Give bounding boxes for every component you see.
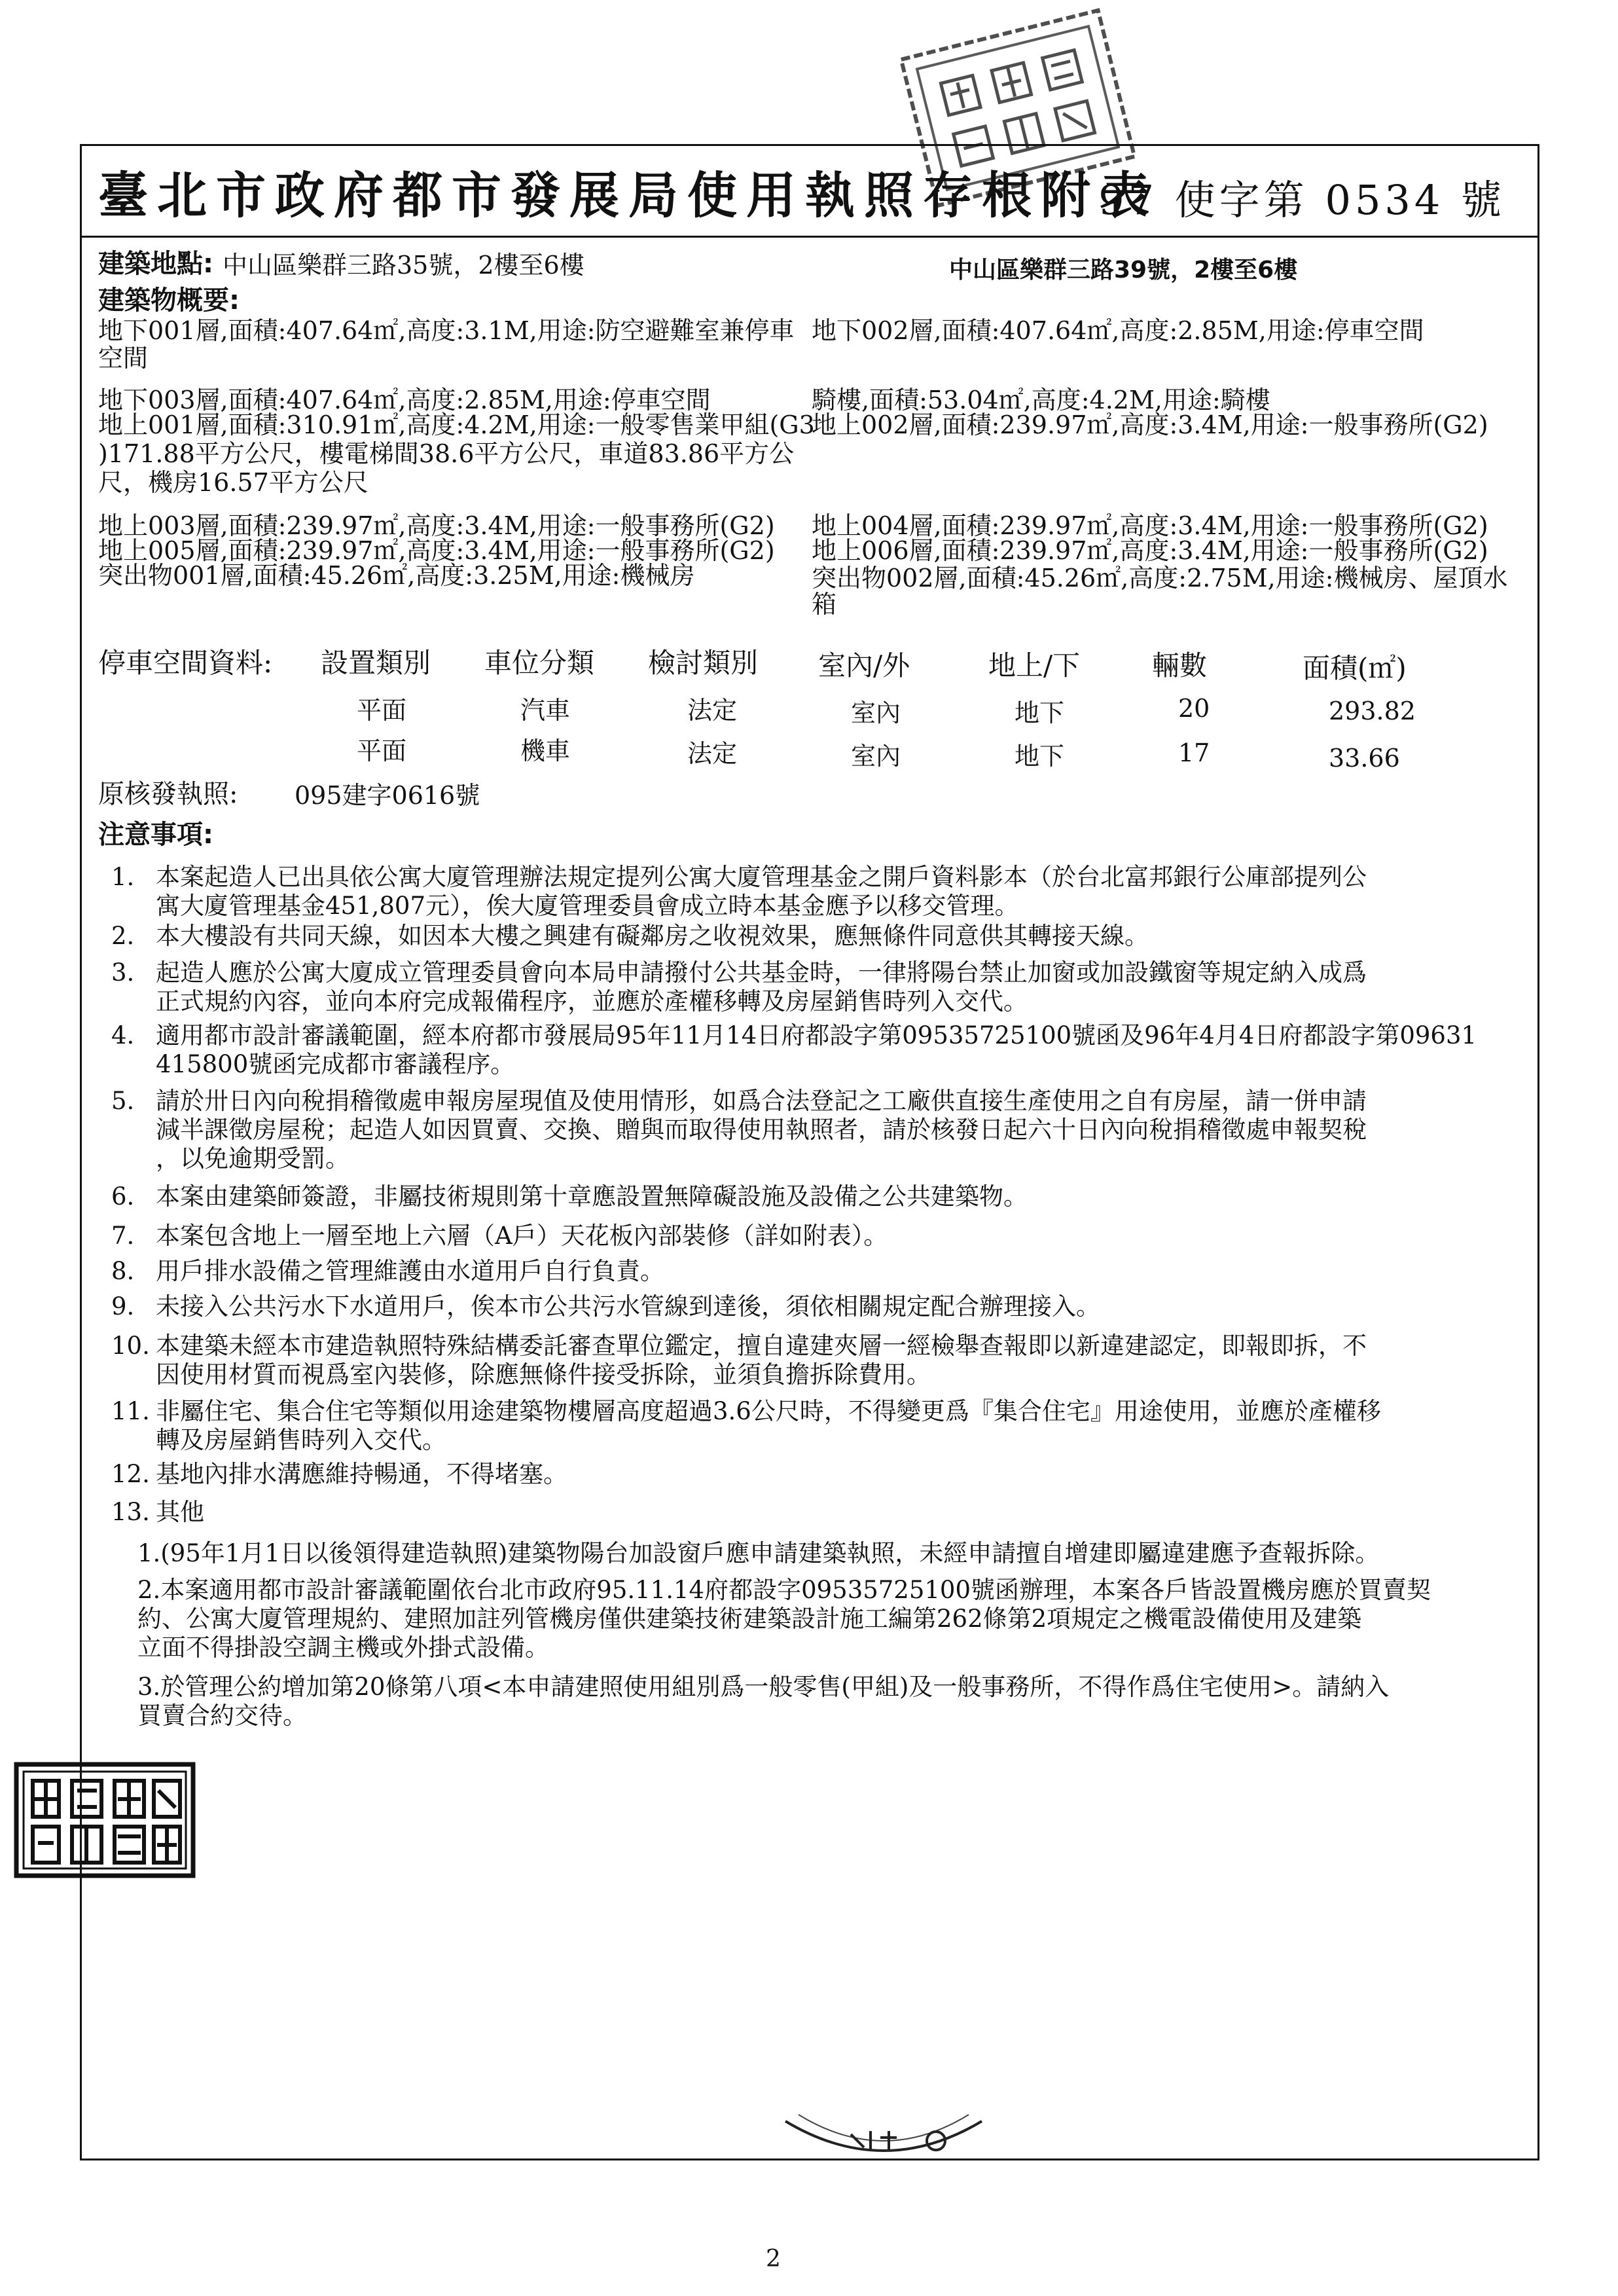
note-number: 3. bbox=[111, 958, 135, 987]
parking-cell: 地下 bbox=[1015, 742, 1065, 771]
note-line: 因使用材質而視爲室內裝修，除應無條件接受拆除，並須負擔拆除費用。 bbox=[156, 1360, 931, 1389]
note-number: 13. bbox=[111, 1498, 150, 1526]
note-line: 起造人應於公寓大廈成立管理委員會向本局申請撥付公共基金時，一律將陽台禁止加窗或加設鐵窗等規定納入成爲 bbox=[156, 958, 1367, 987]
overview-right-line: 地上002層,面積:239.97㎡,高度:3.4M,用途:一般事務所(G2) bbox=[812, 410, 1488, 439]
note-number: 2. bbox=[111, 922, 135, 950]
parking-header-cell: 室內/外 bbox=[818, 649, 910, 682]
permit-number: 97 使字第 0534 號 bbox=[1098, 176, 1505, 224]
note-number: 8. bbox=[111, 1257, 135, 1285]
overview-left-line: 空間 bbox=[98, 344, 149, 373]
note-line: 用戶排水設備之管理維護由水道用戶自行負責。 bbox=[156, 1257, 664, 1285]
parking-cell: 20 bbox=[1178, 694, 1210, 723]
parking-cell: 地下 bbox=[1015, 699, 1065, 727]
parking-label: 停車空間資料: bbox=[98, 647, 273, 679]
parking-header-cell: 設置類別 bbox=[321, 647, 431, 679]
overview-right-line: 地上004層,面積:239.97㎡,高度:3.4M,用途:一般事務所(G2) bbox=[812, 511, 1488, 540]
site-label: 建築地點: bbox=[98, 249, 213, 279]
site-address-1: 中山區樂群三路35號，2樓至6樓 bbox=[223, 251, 584, 280]
overview-right-line: 地下002層,面積:407.64㎡,高度:2.85M,用途:停車空間 bbox=[812, 316, 1424, 345]
original-permit-label: 原核發執照: bbox=[98, 779, 238, 809]
note-number: 10. bbox=[111, 1332, 150, 1360]
note-line: 本案起造人已出具依公寓大廈管理辦法規定提列公寓大廈管理基金之開戶資料影本（於台北富邦銀行公庫部提列公 bbox=[156, 863, 1367, 891]
overview-label: 建築物概要: bbox=[98, 285, 240, 316]
note-number: 11. bbox=[111, 1397, 150, 1425]
list-item: 買賣合約交待。 bbox=[137, 1702, 307, 1730]
note-line: 本案由建築師簽證，非屬技術規則第十章應設置無障礙設施及設備之公共建築物。 bbox=[156, 1182, 1028, 1211]
list-item: 2.本案適用都市設計審議範圍依台北市政府95.11.14府都設字09535725100號函辦理，本案各戶皆設置機房應於買賣契 bbox=[137, 1576, 1431, 1604]
parking-cell: 室內 bbox=[851, 742, 901, 771]
overview-right-line: 箱 bbox=[812, 590, 837, 619]
note-line: 本案包含地上一層至地上六層（A戶）天花板內部裝修（詳如附表）。 bbox=[156, 1222, 888, 1250]
parking-header-cell: 面積(㎡) bbox=[1303, 652, 1407, 684]
parking-cell: 室內 bbox=[851, 699, 901, 727]
bottom-seal bbox=[779, 2108, 988, 2187]
note-line: 本建築未經本市建造執照特殊結構委託審查單位鑑定，擅自違建夾層一經檢舉查報即以新違建認定，即報即拆，不 bbox=[156, 1332, 1367, 1360]
note-line: 寓大廈管理基金451,807元），俟大廈管理委員會成立時本基金應予以移交管理。 bbox=[156, 892, 1019, 920]
parking-cell: 17 bbox=[1178, 738, 1210, 767]
note-line: 適用都市設計審議範圍，經本府都市發展局95年11月14日府都設字第09535725100號函及96年4月4日府都設字第09631 bbox=[156, 1021, 1477, 1049]
overview-right-line: 突出物002層,面積:45.26㎡,高度:2.75M,用途:機械房、屋頂水 bbox=[812, 564, 1508, 592]
note-number: 5. bbox=[111, 1087, 135, 1115]
parking-cell: 汽車 bbox=[520, 696, 571, 725]
overview-left-line: 地上001層,面積:310.91㎡,高度:4.2M,用途:一般零售業甲組(G3 bbox=[98, 410, 815, 439]
overview-left-line: 突出物001層,面積:45.26㎡,高度:3.25M,用途:機械房 bbox=[98, 561, 695, 590]
list-item: 立面不得掛設空調主機或外掛式設備。 bbox=[137, 1633, 549, 1662]
overview-left-line: 地下003層,面積:407.64㎡,高度:2.85M,用途:停車空間 bbox=[98, 386, 711, 414]
overview-right-line: 騎樓,面積:53.04㎡,高度:4.2M,用途:騎樓 bbox=[812, 386, 1270, 414]
parking-cell: 293.82 bbox=[1329, 697, 1416, 725]
parking-cell: 機車 bbox=[520, 737, 571, 765]
parking-header-cell: 車位分類 bbox=[484, 647, 595, 679]
parking-header-cell: 輛數 bbox=[1152, 649, 1208, 682]
overview-left-line: 地上005層,面積:239.97㎡,高度:3.4M,用途:一般事務所(G2) bbox=[98, 536, 775, 565]
list-item: 約、公寓大廈管理規約、建照加註列管機房僅供建築技術建築設計施工編第262條第2項規定之機電設備使用及建築 bbox=[137, 1605, 1362, 1633]
parking-cell: 法定 bbox=[687, 739, 738, 768]
list-item: 3.於管理公約增加第20條第八項<本申請建照使用組別爲一般零售(甲組)及一般事務所，不得作爲住宅使用>。請納入 bbox=[137, 1673, 1390, 1701]
note-line: ，以免逾期受罰。 bbox=[156, 1144, 350, 1173]
overview-right-line: 地上006層,面積:239.97㎡,高度:3.4M,用途:一般事務所(G2) bbox=[812, 536, 1488, 565]
parking-header-cell: 檢討類別 bbox=[648, 647, 759, 679]
note-number: 4. bbox=[111, 1021, 135, 1049]
parking-cell: 33.66 bbox=[1329, 744, 1400, 773]
note-number: 7. bbox=[111, 1222, 135, 1250]
list-item: 1.(95年1月1日以後領得建造執照)建築物陽台加設窗戶應申請建築執照，未經申請擅自增建即屬違建應予查報拆除。 bbox=[137, 1539, 1380, 1567]
note-line: 415800號函完成都市審議程序。 bbox=[156, 1050, 515, 1078]
overview-left-line: )171.88平方公尺，樓電梯間38.6平方公尺，車道83.86平方公 bbox=[98, 439, 795, 468]
site-address-2: 中山區樂群三路39號，2樓至6樓 bbox=[949, 257, 1298, 283]
parking-cell: 平面 bbox=[357, 696, 407, 725]
note-number: 6. bbox=[111, 1182, 135, 1211]
overview-left-line: 尺，機房16.57平方公尺 bbox=[98, 468, 369, 497]
note-number: 9. bbox=[111, 1292, 135, 1321]
overview-left-line: 地上003層,面積:239.97㎡,高度:3.4M,用途:一般事務所(G2) bbox=[98, 511, 775, 540]
note-line: 其他 bbox=[156, 1498, 204, 1526]
notes-label: 注意事項: bbox=[98, 820, 213, 850]
note-line: 減半課徵房屋稅；起造人如因買賣、交換、贈與而取得使用執照者，請於核發日起六十日內向稅捐稽徵處申報契稅 bbox=[156, 1116, 1367, 1144]
note-line: 轉及房屋銷售時列入交代。 bbox=[156, 1426, 446, 1454]
note-line: 非屬住宅、集合住宅等類似用途建築物樓層高度超過3.6公尺時，不得變更爲『集合住宅』用途使用，並應於產權移 bbox=[156, 1397, 1381, 1425]
parking-header-cell: 地上/下 bbox=[988, 649, 1081, 682]
note-line: 未接入公共污水下水道用戶，俟本市公共污水管線到達後，須依相關規定配合辦理接入。 bbox=[156, 1292, 1100, 1321]
original-permit-value: 095建字0616號 bbox=[295, 781, 480, 810]
page-title: 臺北市政府都市發展局使用執照存根附表 bbox=[98, 166, 1159, 225]
header bbox=[98, 149, 1532, 228]
page-number: 2 bbox=[766, 2246, 781, 2272]
title-divider bbox=[80, 236, 1539, 238]
note-line: 基地內排水溝應維持暢通，不得堵塞。 bbox=[156, 1460, 567, 1488]
note-number: 1. bbox=[111, 863, 135, 891]
note-line: 本大樓設有共同天線，如因本大樓之興建有礙鄰房之收視效果，應無條件同意供其轉接天線。 bbox=[156, 922, 1149, 950]
overview-left-line: 地下001層,面積:407.64㎡,高度:3.1M,用途:防空避難室兼停車 bbox=[98, 316, 795, 345]
parking-cell: 法定 bbox=[687, 696, 738, 725]
note-number: 12. bbox=[111, 1460, 150, 1488]
parking-cell: 平面 bbox=[357, 737, 407, 765]
note-line: 請於卅日內向稅捐稽徵處申報房屋現值及使用情形，如爲合法登記之工廠供直接生產使用之自有房屋，請一併申請 bbox=[156, 1087, 1367, 1115]
note-line: 正式規約內容，並向本府完成報備程序，並應於產權移轉及房屋銷售時列入交代。 bbox=[156, 987, 1028, 1015]
square-seal-left bbox=[13, 1761, 196, 1879]
